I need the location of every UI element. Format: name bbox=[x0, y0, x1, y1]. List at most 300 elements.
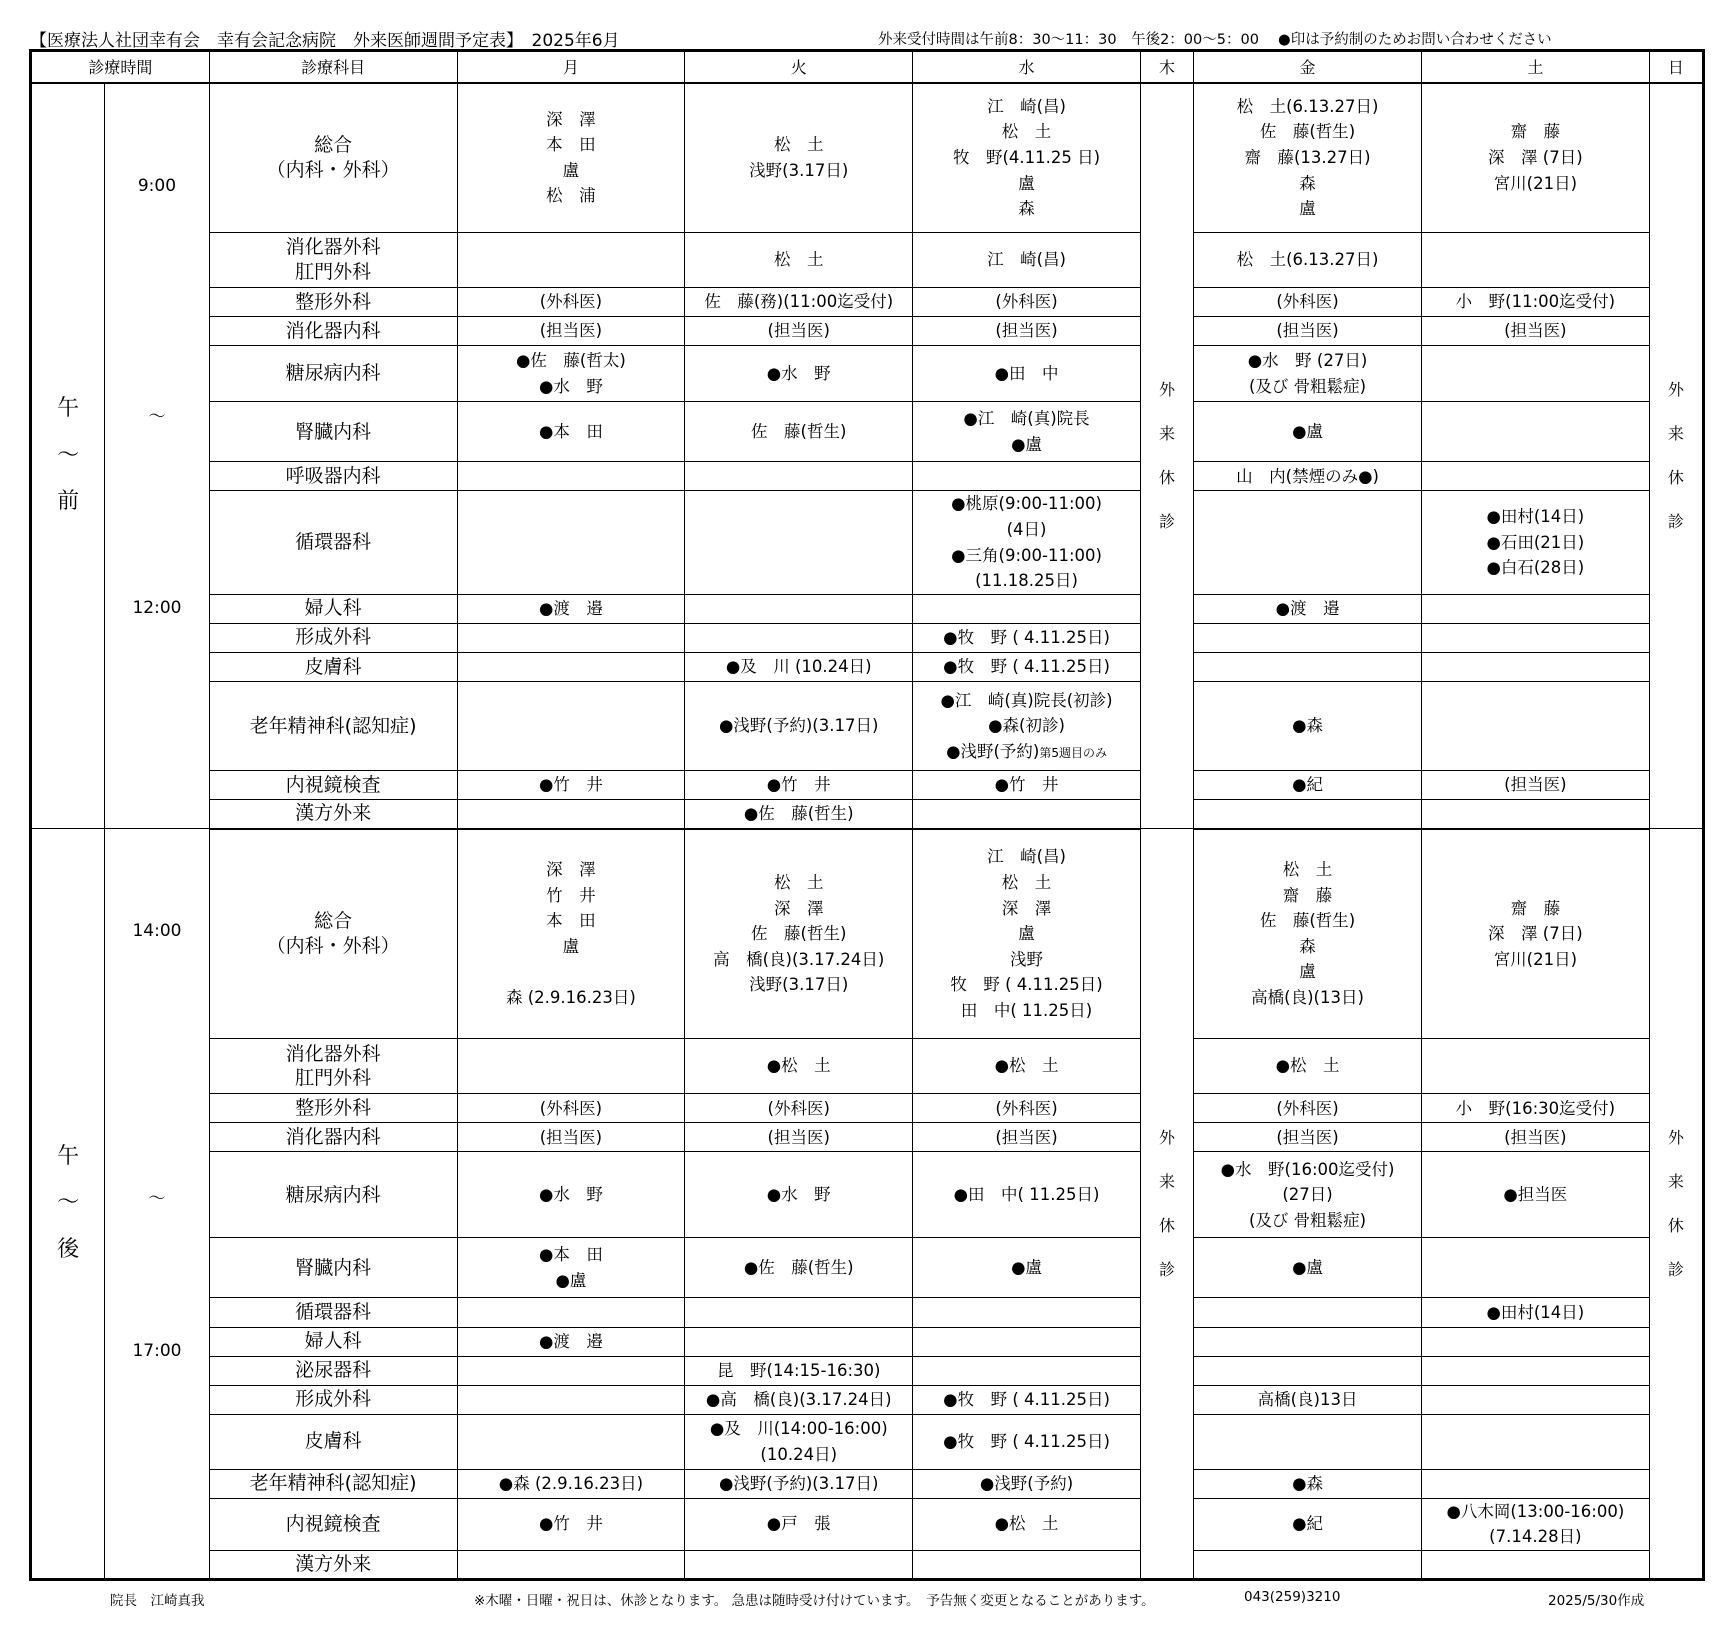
department-name bbox=[209, 1238, 457, 1298]
schedule-cell-sat bbox=[1421, 1469, 1649, 1498]
doctor-entry: ●松 土 bbox=[1275, 1056, 1340, 1076]
schedule-note: 第5週目のみ bbox=[1039, 745, 1107, 760]
closed-char: 休 bbox=[1667, 467, 1684, 487]
schedule-cell-tue bbox=[685, 623, 913, 652]
schedule-cell-wed bbox=[913, 623, 1141, 652]
schedule-cell-mon bbox=[457, 594, 685, 623]
doctor-entry: ●森 bbox=[1292, 716, 1323, 736]
doctor-entry: 盧 bbox=[1018, 173, 1035, 193]
schedule-cell-sat bbox=[1421, 346, 1649, 402]
doctor-entry: 佐 藤(務)(11:00迄受付) bbox=[704, 292, 894, 312]
schedule-cell-fri bbox=[1194, 491, 1422, 594]
schedule-cell-fri bbox=[1194, 1550, 1422, 1579]
schedule-cell-mon bbox=[457, 652, 685, 681]
doctor-entry: ●竹 井 bbox=[766, 775, 831, 795]
header-tue: 火 bbox=[685, 51, 913, 83]
pm-row bbox=[31, 1298, 1704, 1327]
schedule-cell-mon bbox=[457, 623, 685, 652]
department-name bbox=[209, 623, 457, 652]
department-label: 肛門外科 bbox=[295, 261, 372, 284]
schedule-cell-sat bbox=[1421, 1152, 1649, 1238]
doctor-entry: ●佐 藤(哲太) bbox=[516, 351, 626, 371]
doctor-entry: 松 土 bbox=[773, 250, 824, 270]
doctor-entry: 森 bbox=[1018, 199, 1035, 219]
doctor-entry: 浅野(3.17日) bbox=[749, 975, 849, 995]
schedule-cell-fri bbox=[1194, 462, 1422, 491]
am-row bbox=[31, 623, 1704, 652]
doctor-entry: (4日) bbox=[1006, 520, 1047, 540]
schedule-cell-tue bbox=[685, 1298, 913, 1327]
department-label: 消化器外科 bbox=[285, 1042, 381, 1065]
doctor-entry: ●水 野 (27日) bbox=[1247, 351, 1368, 371]
schedule-cell-mon bbox=[457, 1238, 685, 1298]
schedule-cell-mon bbox=[457, 1385, 685, 1414]
doctor-entry: 宮川(21日) bbox=[1493, 949, 1578, 969]
doctor-entry: ●高 橋(良)(3.17.24日) bbox=[705, 1389, 892, 1409]
schedule-cell-tue bbox=[685, 317, 913, 346]
pm-time-label: 17:00 bbox=[132, 1341, 182, 1362]
department-label: 内視鏡検査 bbox=[285, 773, 381, 796]
schedule-cell-mon bbox=[457, 681, 685, 770]
doctor-entry: (担当医) bbox=[995, 321, 1058, 341]
schedule-cell-fri bbox=[1194, 1469, 1422, 1498]
schedule-cell-sat bbox=[1421, 1039, 1649, 1094]
doctor-entry: 高 橋(良)(3.17.24日) bbox=[713, 949, 885, 969]
pm-row bbox=[31, 1039, 1704, 1094]
doctor-entry: 深 澤 bbox=[1001, 898, 1052, 918]
department-name bbox=[209, 829, 457, 1039]
schedule-cell-tue bbox=[685, 1550, 913, 1579]
schedule-cell-sat bbox=[1421, 1238, 1649, 1298]
doctor-entry: (担当医) bbox=[1276, 321, 1339, 341]
department-label: 消化器内科 bbox=[285, 1125, 381, 1148]
pm-period-char: ～ bbox=[57, 1190, 80, 1216]
schedule-cell-mon bbox=[457, 462, 685, 491]
schedule-cell-mon bbox=[457, 233, 685, 288]
schedule-cell-tue bbox=[685, 1094, 913, 1123]
doctor-entry: ●紀 bbox=[1292, 775, 1323, 795]
doctor-entry: 浅野 bbox=[1010, 949, 1044, 969]
schedule-cell-tue bbox=[685, 829, 913, 1039]
schedule-cell-fri bbox=[1194, 317, 1422, 346]
department-name bbox=[209, 1498, 457, 1550]
schedule-cell-sat bbox=[1421, 652, 1649, 681]
footer-director: 院長 江崎真我 bbox=[110, 1593, 205, 1609]
schedule-cell-mon bbox=[457, 288, 685, 317]
schedule-cell-wed bbox=[913, 1414, 1141, 1469]
doctor-entry: ●水 野 bbox=[538, 1185, 603, 1205]
am-row bbox=[31, 770, 1704, 799]
schedule-cell-tue bbox=[685, 1356, 913, 1385]
department-label: 皮膚科 bbox=[304, 1430, 362, 1453]
am-row bbox=[31, 799, 1704, 828]
department-label: 糖尿病内科 bbox=[285, 1183, 381, 1206]
doctor-entry: 江 崎(昌) bbox=[987, 250, 1066, 270]
schedule-cell-sat bbox=[1421, 1414, 1649, 1469]
schedule-cell-fri bbox=[1194, 1327, 1422, 1356]
schedule-cell-sat bbox=[1421, 1498, 1649, 1550]
pm-sun-closed bbox=[1649, 829, 1703, 1580]
department-name bbox=[209, 1327, 457, 1356]
doctor-entry: (担当医) bbox=[539, 321, 603, 341]
closed-char: 診 bbox=[1667, 511, 1684, 531]
schedule-cell-wed bbox=[913, 594, 1141, 623]
footer-notice: ※木曜・日曜・祝日は、休診となります。 急患は随時受け付けています。 予告無く変更となることがあります。 bbox=[474, 1593, 1155, 1609]
closed-char: 来 bbox=[1159, 1171, 1176, 1191]
schedule-cell-sat bbox=[1421, 1123, 1649, 1152]
department-label: 婦人科 bbox=[304, 597, 362, 620]
doctor-entry: ●盧 bbox=[1011, 1258, 1042, 1278]
doctor-entry: 松 土(6.13.27日) bbox=[1236, 250, 1379, 270]
doctor-entry: ●森 bbox=[1292, 1473, 1323, 1493]
doctor-entry: 小 野(11:00迄受付) bbox=[1455, 292, 1616, 312]
am-row bbox=[31, 491, 1704, 594]
department-name bbox=[209, 799, 457, 828]
department-name bbox=[209, 317, 457, 346]
doctor-entry: 深 澤 bbox=[546, 109, 596, 129]
pm-time-label: 14:00 bbox=[132, 921, 182, 942]
schedule-cell-wed bbox=[913, 317, 1141, 346]
doctor-entry: 佐 藤(哲生) bbox=[751, 924, 847, 944]
am-row bbox=[31, 594, 1704, 623]
doctor-entry: (外科医) bbox=[539, 292, 603, 312]
schedule-cell-fri bbox=[1194, 1152, 1422, 1238]
doctor-entry: 浅野(3.17日) bbox=[749, 160, 849, 180]
pm-period-label bbox=[31, 829, 105, 1580]
doctor-entry: 盧 bbox=[562, 936, 580, 956]
department-name bbox=[209, 1414, 457, 1469]
department-name bbox=[209, 233, 457, 288]
doctor-entry: (外科医) bbox=[539, 1098, 603, 1118]
doctor-entry: 江 崎(昌) bbox=[987, 847, 1066, 867]
schedule-cell-wed bbox=[913, 1152, 1141, 1238]
schedule-cell-sat bbox=[1421, 402, 1649, 462]
am-thu-closed bbox=[1140, 83, 1193, 829]
doctor-entry: 竹 井 bbox=[546, 885, 596, 905]
schedule-cell-fri bbox=[1194, 770, 1422, 799]
header-row bbox=[31, 51, 1704, 83]
pm-row bbox=[31, 1327, 1704, 1356]
doctor-entry: 牧 野(4.11.25 日) bbox=[952, 148, 1101, 168]
schedule-cell-mon bbox=[457, 1498, 685, 1550]
doctor-entry: ●盧 bbox=[1011, 434, 1042, 454]
schedule-cell-sat bbox=[1421, 83, 1649, 233]
schedule-cell-fri bbox=[1194, 233, 1422, 288]
schedule-cell-fri bbox=[1194, 1238, 1422, 1298]
schedule-cell-tue bbox=[685, 83, 913, 233]
doctor-entry: (外科医) bbox=[995, 292, 1058, 312]
am-period-char: 午 bbox=[57, 396, 80, 422]
am-row bbox=[31, 402, 1704, 462]
pm-row bbox=[31, 1498, 1704, 1550]
schedule-body bbox=[31, 83, 1704, 1580]
doctor-entry: ●佐 藤(哲生) bbox=[743, 1258, 854, 1278]
doctor-entry: ●渡 邉 bbox=[1275, 599, 1340, 618]
schedule-cell-wed bbox=[913, 1498, 1141, 1550]
schedule-cell-mon bbox=[457, 1094, 685, 1123]
pm-period-char: 午 bbox=[57, 1144, 80, 1170]
doctor-entry: 齋 藤 bbox=[1510, 898, 1561, 918]
schedule-cell-tue bbox=[685, 1414, 913, 1469]
doctor-entry: 森 bbox=[1299, 173, 1316, 193]
doctor-entry: (及び 骨粗鬆症) bbox=[1248, 1210, 1367, 1230]
schedule-cell-tue bbox=[685, 594, 913, 623]
reception-hours-note: 外来受付時間は午前8：30～11：30 午後2：00～5：00 ●印は予約制のためお問い合わせください bbox=[878, 32, 1552, 48]
schedule-cell-sat bbox=[1421, 1327, 1649, 1356]
doctor-entry: ●水 野 bbox=[766, 1185, 831, 1205]
am-time-separator: ～ bbox=[148, 406, 166, 427]
pm-row bbox=[31, 1152, 1704, 1238]
pm-time-range bbox=[105, 829, 209, 1580]
schedule-cell-wed bbox=[913, 1039, 1141, 1094]
department-name bbox=[209, 1385, 457, 1414]
schedule-cell-wed bbox=[913, 1550, 1141, 1579]
doctor-entry-wrap bbox=[913, 739, 1140, 765]
pm-row bbox=[31, 1469, 1704, 1498]
doctor-entry: 松 土(6.13.27日) bbox=[1236, 96, 1379, 116]
am-time-range bbox=[105, 83, 209, 829]
schedule-cell-fri bbox=[1194, 1414, 1422, 1469]
doctor-entry: 牧 野 ( 4.11.25日) bbox=[950, 975, 1103, 995]
doctor-entry: ●本 田 bbox=[538, 1245, 603, 1265]
doctor-entry: ●紀 bbox=[1292, 1514, 1323, 1534]
schedule-cell-tue bbox=[685, 346, 913, 402]
schedule-cell-wed bbox=[913, 288, 1141, 317]
title-bar bbox=[30, 24, 1720, 50]
pm-row bbox=[31, 1094, 1704, 1123]
doctor-entry: ●石田(21日) bbox=[1486, 532, 1585, 552]
schedule-cell-sat bbox=[1421, 1298, 1649, 1327]
schedule-cell-tue bbox=[685, 1385, 913, 1414]
header-fri: 金 bbox=[1194, 51, 1422, 83]
schedule-cell-wed bbox=[913, 1327, 1141, 1356]
doctor-entry: ●江 崎(真)院長(初診) bbox=[940, 690, 1113, 710]
doctor-entry: 佐 藤(哲生) bbox=[751, 422, 847, 442]
department-name bbox=[209, 681, 457, 770]
schedule-cell-mon bbox=[457, 402, 685, 462]
doctor-entry: 田 中( 11.25日) bbox=[960, 1000, 1093, 1020]
doctor-entry: ●担当医 bbox=[1503, 1185, 1568, 1205]
schedule-cell-wed bbox=[913, 681, 1141, 770]
closed-char: 来 bbox=[1667, 1171, 1684, 1191]
doctor-entry: 本 田 bbox=[546, 135, 596, 155]
schedule-cell-sat bbox=[1421, 1356, 1649, 1385]
doctor-entry: ●浅野(予約) bbox=[979, 1473, 1074, 1493]
doctor-entry: 齋 藤(13.27日) bbox=[1244, 148, 1371, 168]
department-name bbox=[209, 1152, 457, 1238]
schedule-cell-fri bbox=[1194, 623, 1422, 652]
schedule-cell-fri bbox=[1194, 1498, 1422, 1550]
doctor-entry: ●盧 bbox=[1292, 1258, 1323, 1278]
schedule-cell-fri bbox=[1194, 594, 1422, 623]
doctor-entry: 深 澤 bbox=[546, 860, 596, 880]
doctor-entry: ●水 野 bbox=[538, 376, 603, 396]
doctor-entry: (及び 骨粗鬆症) bbox=[1248, 376, 1367, 396]
pm-row bbox=[31, 1550, 1704, 1579]
schedule-cell-wed bbox=[913, 1356, 1141, 1385]
department-label: 整形外科 bbox=[295, 1096, 372, 1119]
doctor-entry: (10.24日) bbox=[760, 1444, 838, 1464]
schedule-cell-sat bbox=[1421, 829, 1649, 1039]
schedule-cell-sat bbox=[1421, 491, 1649, 594]
schedule-cell-fri bbox=[1194, 402, 1422, 462]
doctor-entry: ●松 土 bbox=[994, 1514, 1059, 1534]
doctor-entry: (担当医) bbox=[767, 1127, 830, 1147]
page-title: 【医療法人社団幸有会 幸有会記念病院 外来医師週間予定表】 2025年6月 bbox=[30, 31, 620, 51]
doctor-entry: 昆 野(14:15-16:30) bbox=[717, 1360, 881, 1380]
schedule-cell-fri bbox=[1194, 1298, 1422, 1327]
schedule-cell-fri bbox=[1194, 829, 1422, 1039]
schedule-cell-sat bbox=[1421, 770, 1649, 799]
doctor-entry: 松 土 bbox=[1001, 122, 1052, 142]
department-label: 形成外科 bbox=[295, 626, 372, 649]
schedule-cell-mon bbox=[457, 1327, 685, 1356]
doctor-entry: ●白石(28日) bbox=[1486, 558, 1585, 578]
am-row bbox=[31, 346, 1704, 402]
schedule-cell-wed bbox=[913, 1298, 1141, 1327]
department-name bbox=[209, 1123, 457, 1152]
department-label: 整形外科 bbox=[295, 290, 372, 313]
schedule-cell-fri bbox=[1194, 1356, 1422, 1385]
doctor-entry: ●田村(14日) bbox=[1486, 507, 1585, 527]
doctor-entry: (担当医) bbox=[1504, 321, 1567, 341]
pm-row bbox=[31, 1414, 1704, 1469]
doctor-entry: 深 澤 (7日) bbox=[1488, 148, 1583, 168]
department-label: （内科・外科） bbox=[266, 158, 400, 181]
doctor-entry: 本 田 bbox=[546, 911, 596, 931]
schedule-cell-tue bbox=[685, 1152, 913, 1238]
closed-char: 外 bbox=[1159, 1127, 1176, 1147]
doctor-entry: (外科医) bbox=[767, 1098, 830, 1118]
schedule-cell-sat bbox=[1421, 233, 1649, 288]
department-label: 内視鏡検査 bbox=[285, 1512, 381, 1535]
schedule-cell-wed bbox=[913, 652, 1141, 681]
schedule-cell-tue bbox=[685, 491, 913, 594]
am-row bbox=[31, 233, 1704, 288]
schedule-cell-sat bbox=[1421, 623, 1649, 652]
schedule-cell-fri bbox=[1194, 1094, 1422, 1123]
pm-thu-closed bbox=[1140, 829, 1193, 1580]
doctor-entry: 小 野(16:30迄受付) bbox=[1455, 1098, 1616, 1118]
doctor-entry: 森 (2.9.16.23日) bbox=[506, 988, 636, 1007]
am-time-label: 9:00 bbox=[137, 175, 177, 196]
header-thu: 木 bbox=[1140, 51, 1193, 83]
header-sun: 日 bbox=[1649, 51, 1703, 83]
department-name bbox=[209, 594, 457, 623]
schedule-cell-tue bbox=[685, 1123, 913, 1152]
schedule-cell-sat bbox=[1421, 1094, 1649, 1123]
schedule-cell-sat bbox=[1421, 317, 1649, 346]
pm-time-separator: ～ bbox=[148, 1189, 166, 1210]
schedule-cell-tue bbox=[685, 1327, 913, 1356]
doctor-entry: 高橋(良)13日 bbox=[1257, 1389, 1358, 1409]
doctor-entry: ●竹 井 bbox=[538, 1514, 603, 1534]
schedule-cell-wed bbox=[913, 1469, 1141, 1498]
schedule-cell-wed bbox=[913, 799, 1141, 828]
schedule-cell-fri bbox=[1194, 681, 1422, 770]
schedule-cell-sat bbox=[1421, 1385, 1649, 1414]
closed-char: 来 bbox=[1667, 423, 1684, 443]
doctor-entry: ●牧 野 ( 4.11.25日) bbox=[943, 1389, 1110, 1409]
department-label: 総合 bbox=[314, 134, 353, 157]
department-name bbox=[209, 462, 457, 491]
schedule-cell-wed bbox=[913, 1094, 1141, 1123]
doctor-entry: ●桃原(9:00-11:00) bbox=[951, 494, 1102, 514]
doctor-entry: 佐 藤(哲生) bbox=[1259, 911, 1356, 931]
doctor-entry: 江 崎(昌) bbox=[987, 96, 1066, 116]
schedule-cell-tue bbox=[685, 799, 913, 828]
department-name bbox=[209, 1094, 457, 1123]
am-sun-closed bbox=[1649, 83, 1703, 829]
doctor-entry: (外科医) bbox=[995, 1098, 1058, 1118]
footer bbox=[0, 1589, 1734, 1611]
department-label: 皮膚科 bbox=[304, 655, 362, 678]
doctor-entry: 松 土 bbox=[1001, 872, 1052, 892]
schedule-cell-tue bbox=[685, 233, 913, 288]
schedule-cell-fri bbox=[1194, 288, 1422, 317]
doctor-entry: ●牧 野 ( 4.11.25日) bbox=[943, 628, 1110, 648]
department-name bbox=[209, 1356, 457, 1385]
doctor-entry: (担当医) bbox=[1504, 1127, 1567, 1147]
doctor-entry: ●戸 張 bbox=[766, 1514, 831, 1534]
doctor-entry: ●及 川 (10.24日) bbox=[725, 657, 872, 677]
schedule-cell-mon bbox=[457, 1039, 685, 1094]
department-label: （内科・外科） bbox=[266, 934, 400, 957]
schedule-cell-wed bbox=[913, 83, 1141, 233]
schedule-cell-mon bbox=[457, 770, 685, 799]
closed-char: 来 bbox=[1159, 423, 1176, 443]
department-name bbox=[209, 770, 457, 799]
schedule-cell-sat bbox=[1421, 1550, 1649, 1579]
am-row bbox=[31, 83, 1704, 233]
department-label: 婦人科 bbox=[304, 1330, 362, 1353]
department-name bbox=[209, 1550, 457, 1579]
schedule-cell-fri bbox=[1194, 346, 1422, 402]
doctor-entry: (外科医) bbox=[1276, 292, 1339, 312]
doctor-entry: (担当医) bbox=[1504, 775, 1567, 795]
schedule-cell-tue bbox=[685, 652, 913, 681]
department-label: 腎臓内科 bbox=[295, 1256, 372, 1279]
schedule-cell-mon bbox=[457, 1298, 685, 1327]
department-label: 漢方外来 bbox=[295, 1553, 372, 1576]
department-name bbox=[209, 1298, 457, 1327]
schedule-cell-wed bbox=[913, 770, 1141, 799]
doctor-entry: ●浅野(予約) bbox=[946, 741, 1040, 761]
am-row bbox=[31, 462, 1704, 491]
department-label: 消化器内科 bbox=[285, 319, 381, 342]
header-time: 診療時間 bbox=[31, 51, 210, 83]
schedule-cell-tue bbox=[685, 1238, 913, 1298]
doctor-entry: ●松 土 bbox=[994, 1056, 1059, 1076]
department-label: 形成外科 bbox=[295, 1388, 372, 1411]
closed-char: 外 bbox=[1667, 379, 1684, 399]
doctor-entry: ●田 中( 11.25日) bbox=[953, 1185, 1100, 1205]
pm-row bbox=[31, 1123, 1704, 1152]
am-period-char: 前 bbox=[57, 488, 80, 514]
department-label: 消化器外科 bbox=[285, 236, 381, 259]
schedule-cell-fri bbox=[1194, 799, 1422, 828]
doctor-entry: ●田 中 bbox=[994, 364, 1059, 383]
pm-period-char: 後 bbox=[57, 1236, 80, 1262]
department-name bbox=[209, 1039, 457, 1094]
doctor-entry: 森 bbox=[1299, 936, 1316, 956]
closed-char: 診 bbox=[1667, 1259, 1684, 1279]
am-row bbox=[31, 652, 1704, 681]
schedule-cell-mon bbox=[457, 799, 685, 828]
am-row bbox=[31, 288, 1704, 317]
department-label: 循環器科 bbox=[295, 1301, 372, 1324]
pm-row bbox=[31, 1238, 1704, 1298]
